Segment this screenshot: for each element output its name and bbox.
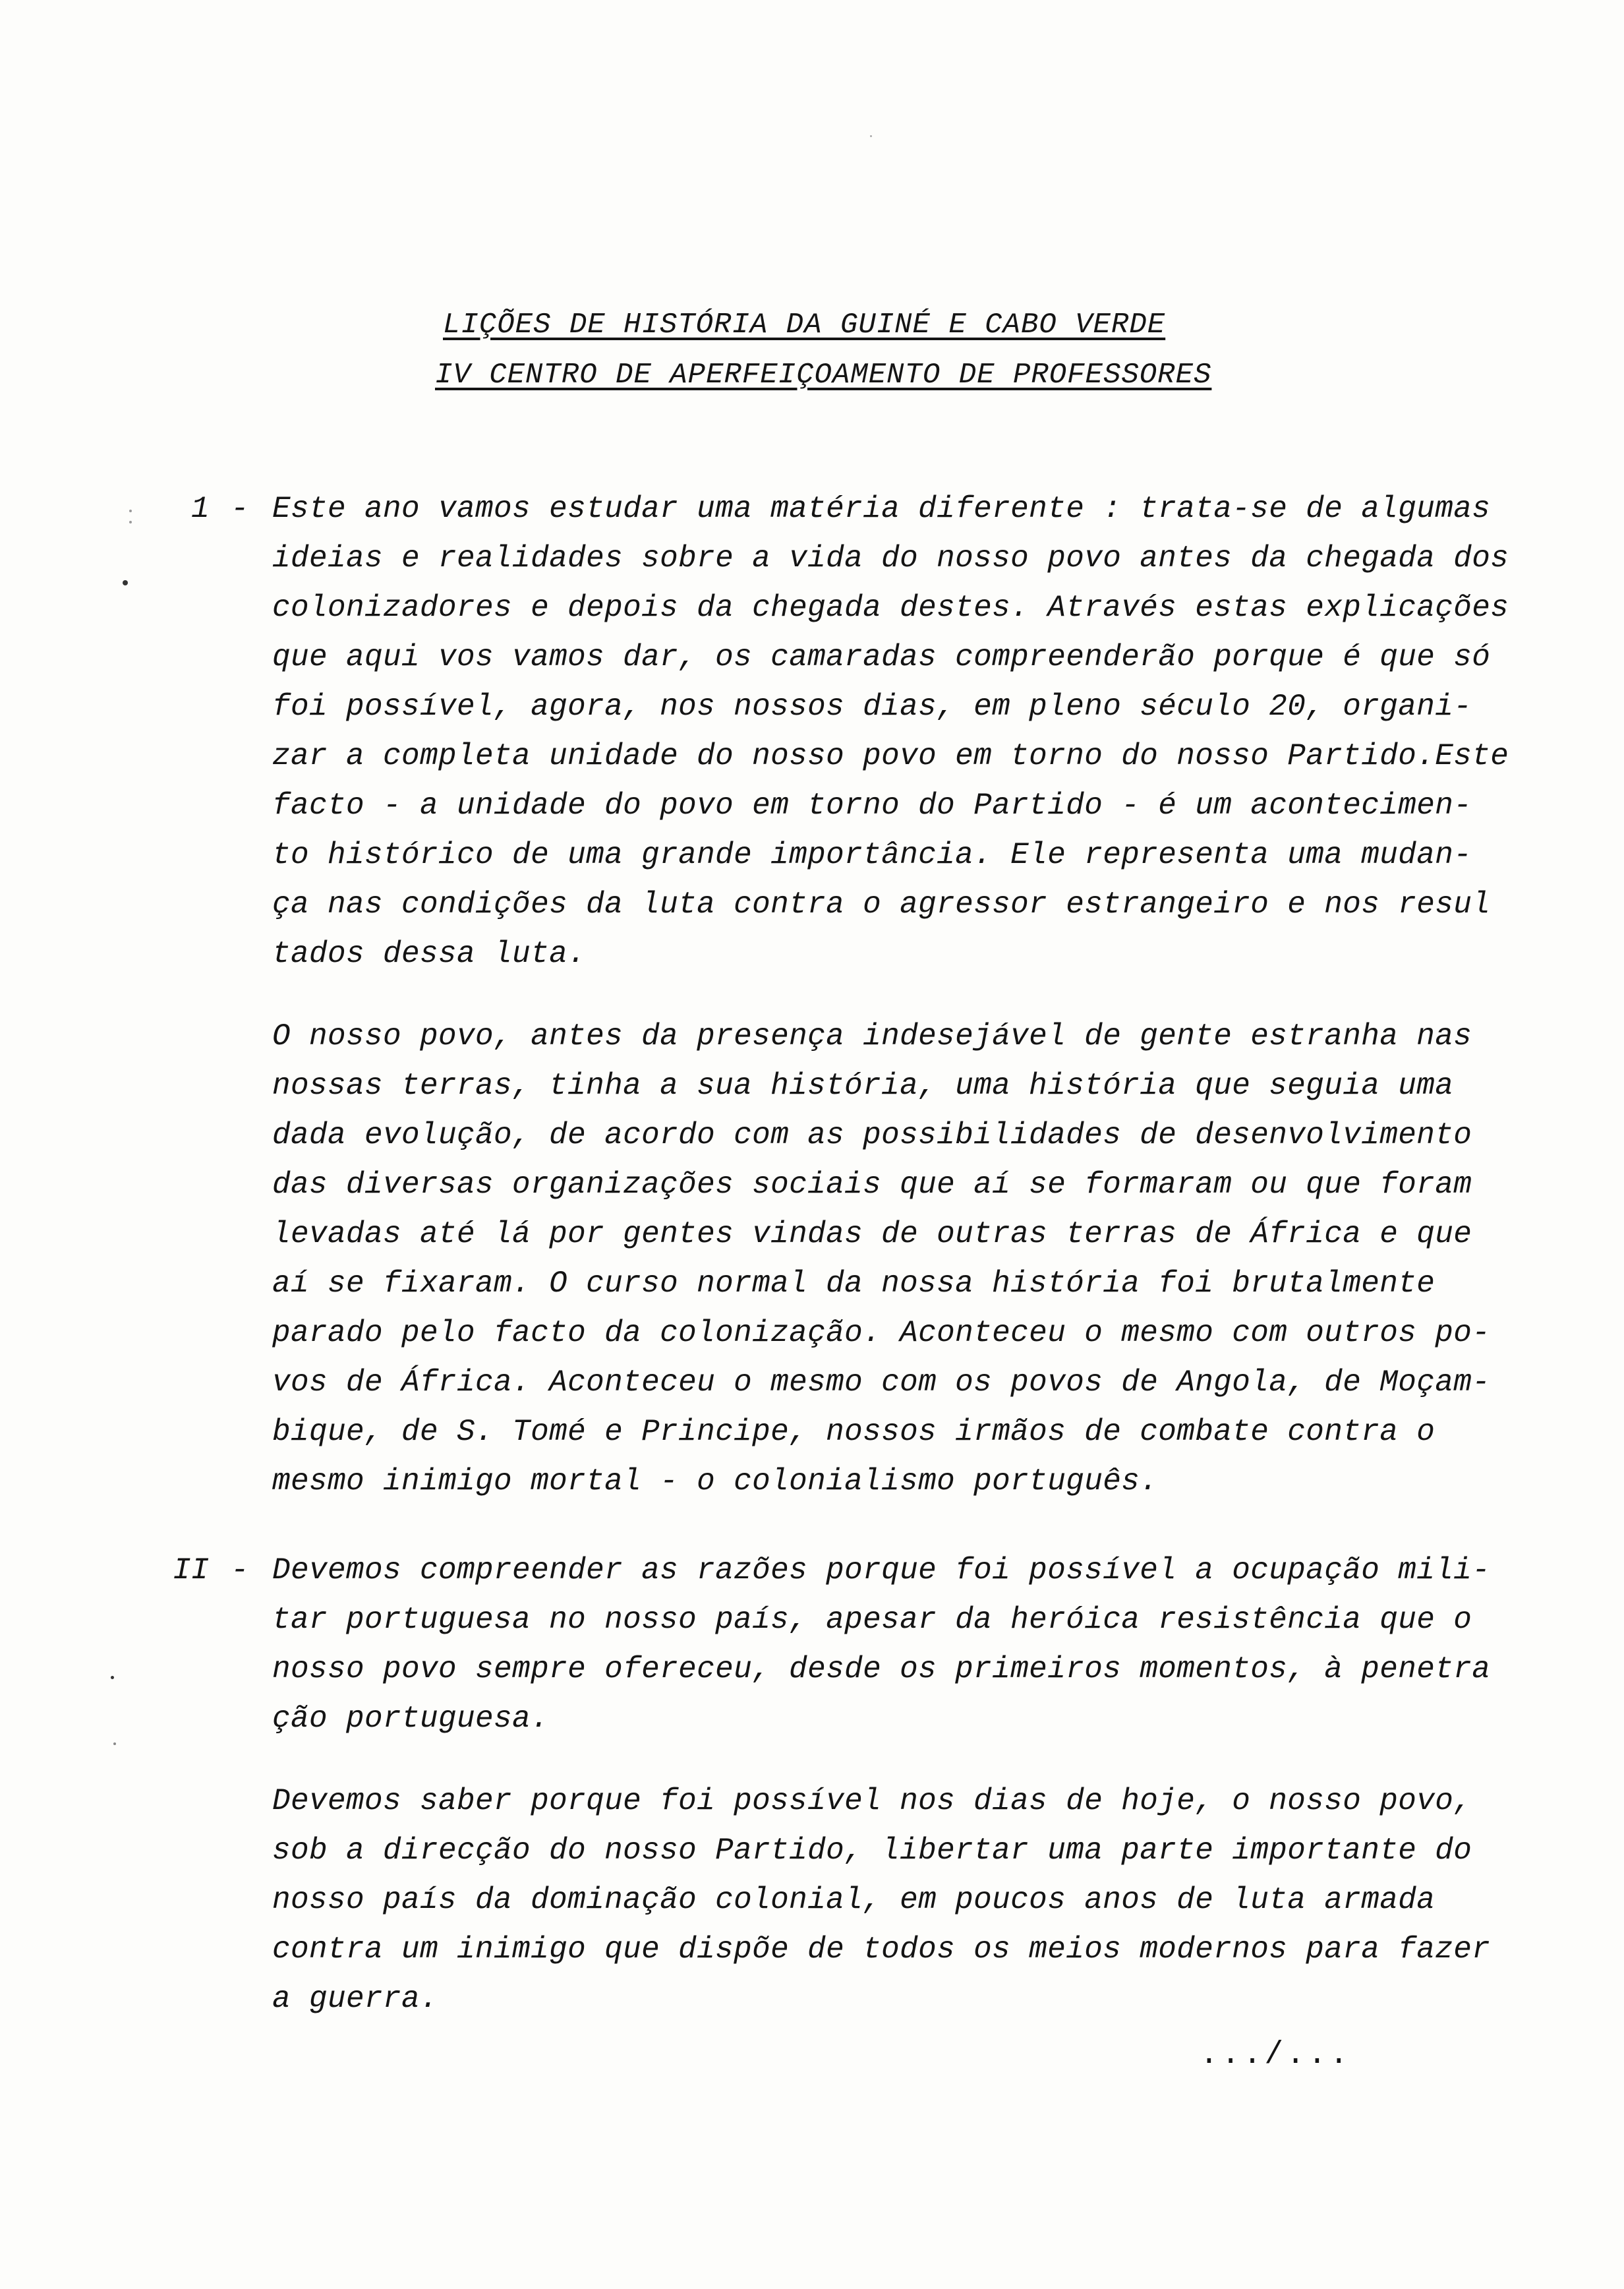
text-line: dada evolução, de acordo com as possibilidades de desenvolvimento [272,1118,1472,1152]
text-line: ção portuguesa. [272,1702,550,1736]
scan-speck [123,580,128,585]
text-line: nosso povo sempre ofereceu, desde os primeiros momentos, à penetra [272,1652,1491,1686]
text-line: que aqui vos vamos dar, os camaradas compreenderão porque é que só [272,640,1491,674]
scan-speck [113,1742,116,1745]
text-line: zar a completa unidade do nosso povo em torno do nosso Partido.Este [272,739,1509,773]
section-number: 1 [191,492,210,526]
text-line: bique, de S. Tomé e Principe, nossos irmãos de combate contra o [272,1415,1436,1449]
section-number: II [173,1553,210,1588]
scan-speck [870,135,872,137]
text-line: facto - a unidade do povo em torno do Partido - é um acontecimen- [272,788,1472,823]
text-line: das diversas organizações sociais que aí se formaram ou que foram [272,1168,1472,1202]
text-line: colonizadores e depois da chegada destes. Através estas explicações [272,591,1509,625]
text-line: nossas terras, tinha a sua história, uma história que seguia uma [272,1069,1454,1103]
text-line: ça nas condições da luta contra o agressor estrangeiro e nos resul [272,887,1491,922]
text-line: levadas até lá por gentes vindas de outras terras de África e que [272,1217,1472,1251]
text-line: a guerra. [272,1982,439,2016]
text-line: O nosso povo, antes da presença indesejável de gente estranha nas [272,1019,1472,1054]
title-line-2: IV CENTRO DE APERFEIÇOAMENTO DE PROFESSORES [435,359,1212,392]
text-line: sob a direcção do nosso Partido, libertar uma parte importante do [272,1833,1472,1868]
title-line-1: LIÇÕES DE HISTÓRIA DA GUINÉ E CABO VERDE [443,309,1166,342]
text-line: parado pelo facto da colonização. Aconteceu o mesmo com outros po- [272,1316,1491,1350]
continuation-mark: .../... [1200,2037,1351,2073]
text-line: tar portuguesa no nosso país, apesar da heróica resistência que o [272,1603,1472,1637]
text-line: Este ano vamos estudar uma matéria diferente : trata-se de algumas [272,492,1491,526]
text-line: Devemos saber porque foi possível nos dias de hoje, o nosso povo, [272,1784,1472,1818]
text-line: ideias e realidades sobre a vida do nosso povo antes da chegada dos [272,541,1509,576]
text-line: mesmo inimigo mortal - o colonialismo português. [272,1464,1159,1499]
scan-speck [111,1676,114,1679]
document-title [435,300,1292,400]
text-line: to histórico de uma grande importância. Ele representa uma mudan- [272,838,1472,872]
text-line: tados dessa luta. [272,937,587,971]
text-line: contra um inimigo que dispõe de todos os meios modernos para fazer [272,1932,1491,1967]
text-line: aí se fixaram. O curso normal da nossa história foi brutalmente [272,1266,1436,1301]
scan-speck [129,510,132,512]
text-line: nosso país da dominação colonial, em poucos anos de luta armada [272,1883,1436,1917]
text-line: foi possível, agora, nos nossos dias, em pleno século 20, organi- [272,690,1472,724]
text-line: Devemos compreender as razões porque foi possível a ocupação mili- [272,1553,1491,1588]
text-line: vos de África. Aconteceu o mesmo com os povos de Angola, de Moçam- [272,1365,1491,1400]
scan-speck [129,521,132,523]
section-dash: - [231,492,249,526]
section-dash: - [231,1553,249,1588]
